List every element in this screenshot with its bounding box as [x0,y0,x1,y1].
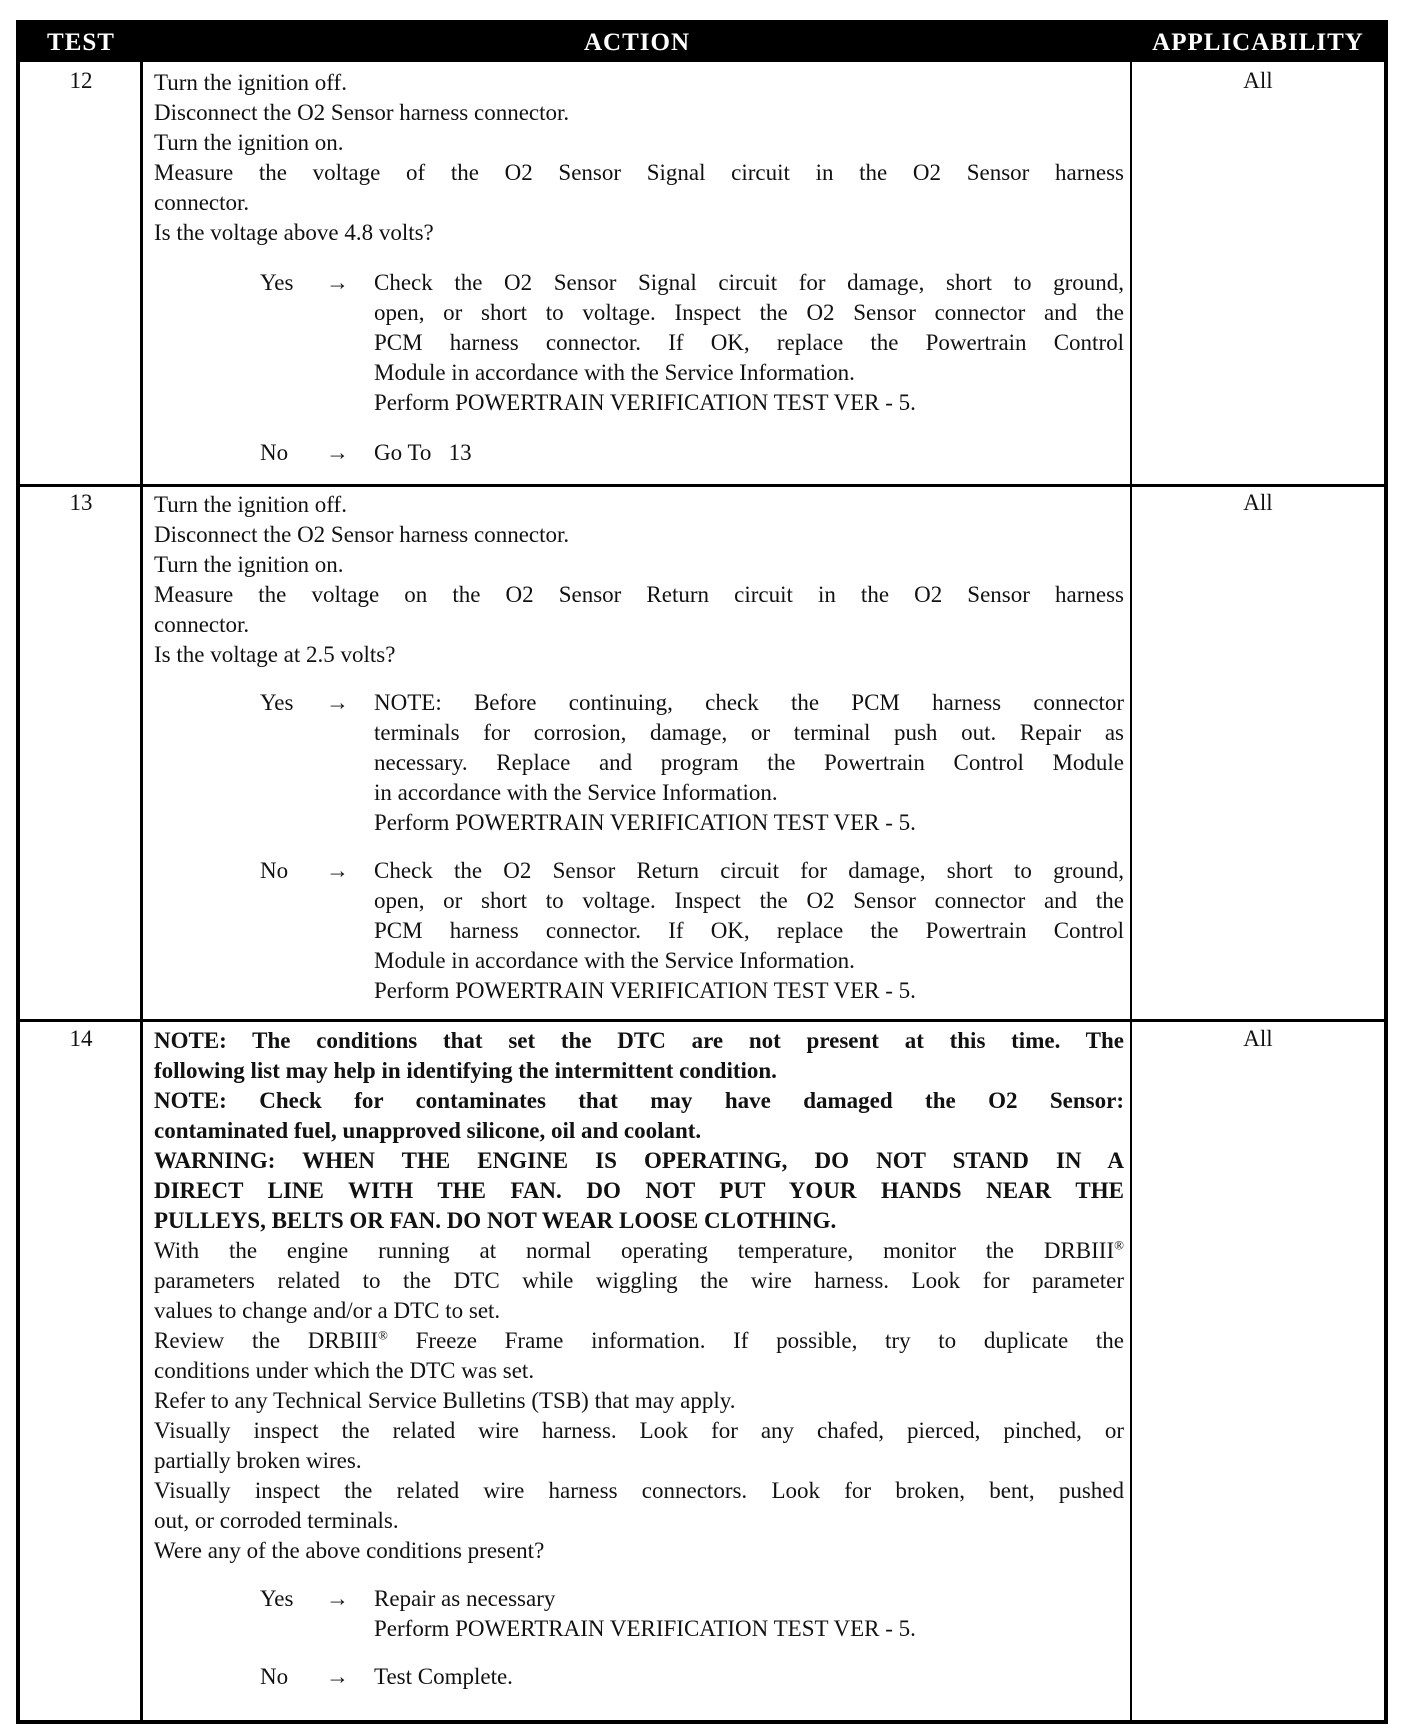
action-cell [154,490,1124,1006]
no-label: No [260,1664,289,1689]
registered-mark: ® [1114,1237,1124,1253]
action-line-text: With the engine running at normal operating temperature, monitor the DRBIII [154,1238,1115,1263]
action-line: out, or corroded terminals. [154,1508,399,1533]
answer-line: Perform POWERTRAIN VERIFICATION TEST VER - 5. [374,978,916,1003]
row-divider [20,484,1384,487]
action-line: Turn the ignition off. [154,70,347,95]
yes-label: Yes [260,270,294,295]
test-number: 13 [69,490,93,515]
answer-line: necessary. Replace and program the Powertrain Control Module [374,750,1124,775]
note-line: following list may help in identifying the intermittent condition. [154,1058,777,1083]
answer-line: Check the O2 Sensor Return circuit for damage, short to ground, [374,858,1124,883]
answer-line: terminals for corrosion, damage, or terminal push out. Repair as [374,720,1124,745]
answer-line: Module in accordance with the Service Information. [374,360,855,385]
action-line: parameters related to the DTC while wiggling the wire harness. Look for parameter [154,1268,1124,1293]
yes-label: Yes [260,1586,294,1611]
arrow-icon: → [326,440,349,465]
arrow-icon: → [326,1664,349,1689]
no-label: No [260,858,289,883]
diagnostic-table [16,20,1388,1724]
note-line: NOTE: Check for contaminates that may have damaged the O2 Sensor: [154,1088,1124,1113]
answer-line: in accordance with the Service Information. [374,780,778,805]
answer-line: PCM harness connector. If OK, replace the Powertrain Control [374,918,1124,943]
header-applicability: APPLICABILITY [1132,24,1384,62]
action-line: values to change and/or a DTC to set. [154,1298,501,1323]
action-line: Measure the voltage of the O2 Sensor Signal circuit in the O2 Sensor harness [154,160,1124,185]
action-line: Measure the voltage on the O2 Sensor Return circuit in the O2 Sensor harness [154,582,1124,607]
warning-line: WARNING: WHEN THE ENGINE IS OPERATING, DO NOT STAND IN A [154,1148,1124,1173]
action-line: connector. [154,612,250,637]
action-line: Were any of the above conditions present? [154,1538,545,1563]
warning-line: DIRECT LINE WITH THE FAN. DO NOT PUT YOUR HANDS NEAR THE [154,1178,1124,1203]
yes-branch [154,688,1124,838]
answer-line: Perform POWERTRAIN VERIFICATION TEST VER - 5. [374,1616,916,1641]
action-line [154,1326,1124,1356]
arrow-icon: → [326,690,349,715]
answer-line: Go To 13 [374,440,472,465]
registered-mark: ® [378,1327,388,1343]
answer-line: Perform POWERTRAIN VERIFICATION TEST VER - 5. [374,810,916,835]
action-line: Turn the ignition off. [154,492,347,517]
action-line: Turn the ignition on. [154,552,344,577]
header-action: ACTION [142,24,1132,62]
action-line: connector. [154,190,250,215]
yes-label: Yes [260,690,294,715]
action-line: Disconnect the O2 Sensor harness connector. [154,522,570,547]
answer-line: Repair as necessary [374,1586,556,1611]
note-line: contaminated fuel, unapproved silicone, oil and coolant. [154,1118,702,1143]
action-line: partially broken wires. [154,1448,362,1473]
no-branch [154,856,1124,1006]
yes-branch [154,1584,1124,1644]
action-line: Visually inspect the related wire harness. Look for any chafed, pierced, pinched, or [154,1418,1124,1443]
answer-line: Perform POWERTRAIN VERIFICATION TEST VER - 5. [374,390,916,415]
action-line: Is the voltage above 4.8 volts? [154,220,434,245]
answer-line: Test Complete. [374,1664,513,1689]
action-line: Visually inspect the related wire harness connectors. Look for broken, bent, pushed [154,1478,1124,1503]
test-number: 12 [69,68,93,93]
arrow-icon: → [326,858,349,883]
answer-line: NOTE: Before continuing, check the PCM harness connector [374,690,1124,715]
warning-line: PULLEYS, BELTS OR FAN. DO NOT WEAR LOOSE CLOTHING. [154,1208,837,1233]
no-branch [154,438,1124,468]
applicability-value: All [1243,68,1273,93]
answer-line: PCM harness connector. If OK, replace the Powertrain Control [374,330,1124,355]
applicability-value: All [1243,490,1273,515]
row-divider [20,1019,1384,1022]
column-divider [1130,62,1132,1720]
action-line: Is the voltage at 2.5 volts? [154,642,396,667]
test-number: 14 [69,1026,93,1051]
action-line: Refer to any Technical Service Bulletins (TSB) that may apply. [154,1388,736,1413]
action-line: conditions under which the DTC was set. [154,1358,535,1383]
answer-line: Module in accordance with the Service Information. [374,948,855,973]
action-cell [154,68,1124,468]
arrow-icon: → [326,270,349,295]
answer-line: open, or short to voltage. Inspect the O2 Sensor connector and the [374,888,1124,913]
column-divider [140,62,143,1720]
applicability-value: All [1243,1026,1273,1051]
no-branch [154,1662,1124,1692]
header-test: TEST [20,24,142,62]
action-line-text: Freeze Frame information. If possible, try to duplicate the [387,1328,1124,1353]
answer-line: Check the O2 Sensor Signal circuit for damage, short to ground, [374,270,1124,295]
action-line [154,1236,1124,1266]
action-line-text: Review the DRBIII [154,1328,379,1353]
answer-line: open, or short to voltage. Inspect the O2 Sensor connector and the [374,300,1124,325]
arrow-icon: → [326,1586,349,1611]
action-line: Disconnect the O2 Sensor harness connector. [154,100,570,125]
action-line: Turn the ignition on. [154,130,344,155]
yes-branch [154,268,1124,418]
note-line: NOTE: The conditions that set the DTC are not present at this time. The [154,1028,1124,1053]
action-cell [154,1026,1124,1692]
no-label: No [260,440,289,465]
